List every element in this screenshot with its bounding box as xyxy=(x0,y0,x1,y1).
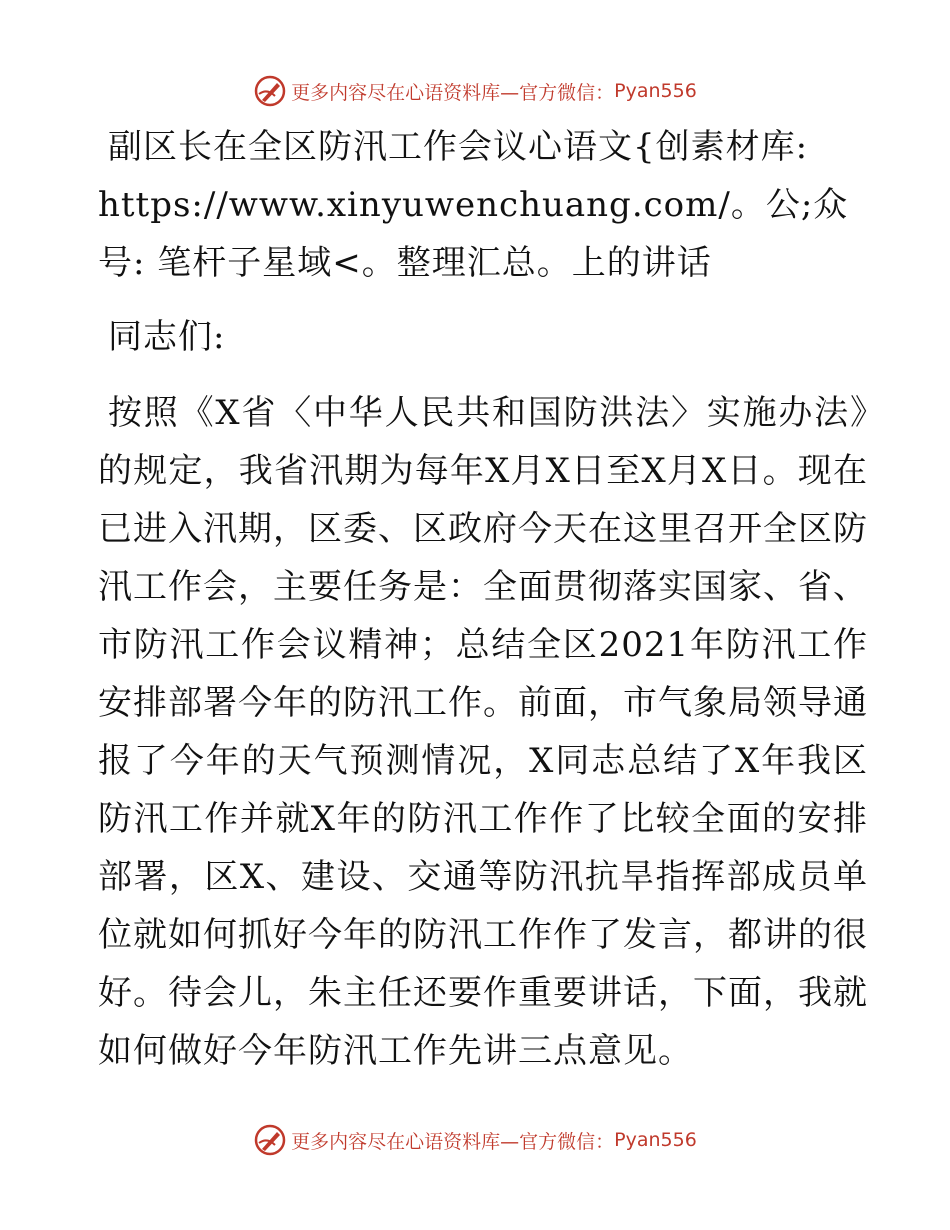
footer-banner-text: 更多内容尽在心语资料库—官方微信： xyxy=(291,1130,615,1153)
footer-watermark-banner xyxy=(0,1120,950,1160)
document-greeting: 同志们: xyxy=(108,317,226,357)
quill-logo-icon xyxy=(253,1123,287,1157)
header-watermark-banner xyxy=(0,71,950,111)
footer-banner-contact: Pyan556 xyxy=(614,1129,697,1151)
header-banner-text: 更多内容尽在心语资料库—官方微信： xyxy=(291,81,615,104)
document-title: 副区长在全区防汛工作会议心语文{创素材库: https://www.xinyuwenchuang.com/。公;众号: 笔杆子星域<。整理汇总。上的讲话 xyxy=(98,127,849,283)
quill-logo-icon xyxy=(253,74,287,108)
header-banner-contact: Pyan556 xyxy=(614,80,697,102)
document-body-paragraph: 按照《X省〈中华人民共和国防洪法〉实施办法》的规定，我省汛期为每年X月X日至X月X日。现在已进入汛期，区委、区政府今天在这里召开全区防汛工作会，主要任务是：全面贯彻落实国家、省、市防汛工作会议精神；总结全区2021年防汛工作安排部署今年的防汛工作。前面，市气象局领导通报了今年的天气预测情况，X同志总结了X年我区防汛工作并就X年的防汛工作作了比较全面的安排部署，区X、建设、交通等防汛抗旱指挥部成员单位就如何抓好今年的防汛工作作了发言，都讲的很好。待会儿，朱主任还要作重要讲话，下面，我就如何做好今年防汛工作先讲三点意见。 xyxy=(98,393,868,1071)
